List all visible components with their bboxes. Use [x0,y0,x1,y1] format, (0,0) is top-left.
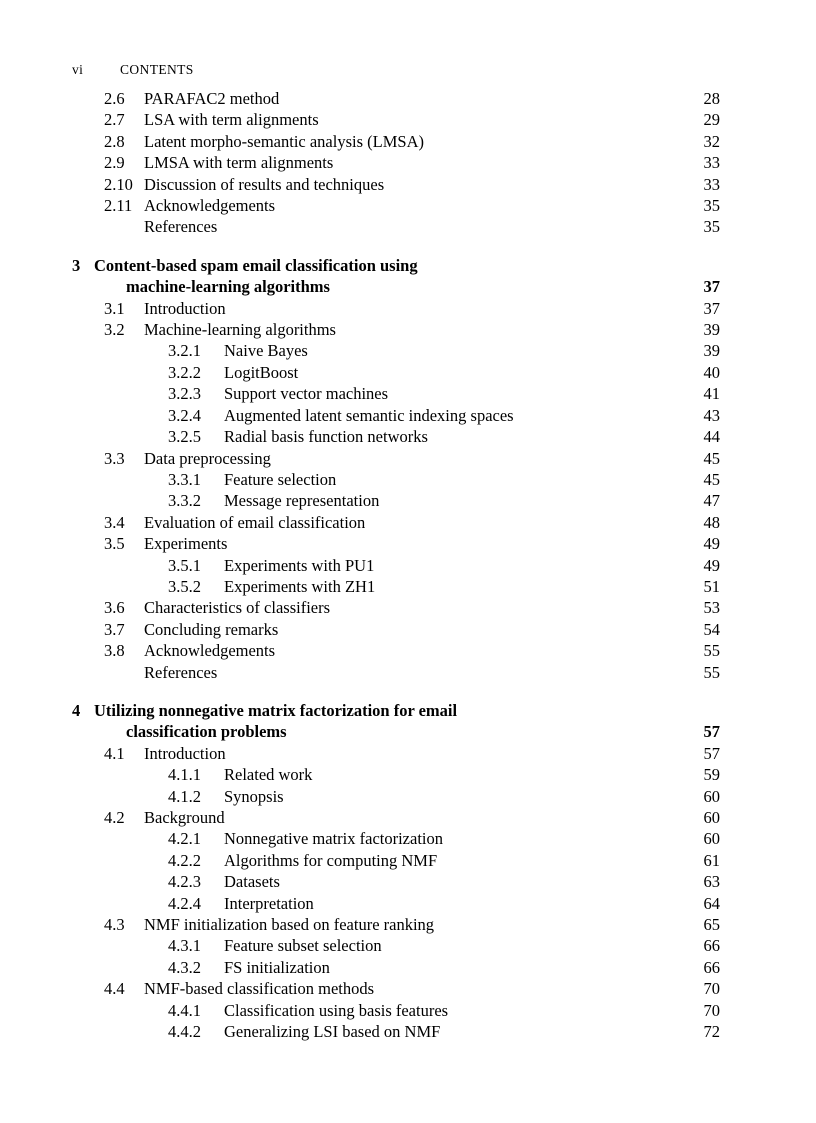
toc-entry[interactable] [72,426,720,447]
toc-entry-title: Message representation [224,491,380,511]
toc-entry-page: 44 [703,427,720,447]
toc-entry[interactable] [72,640,720,661]
toc-entry-title: Synopsis [224,786,284,806]
toc-entry-title: Support vector machines [224,384,389,404]
toc-entry-page: 72 [703,1022,720,1042]
toc-entry-title: Latent morpho-semantic analysis (LMSA) [144,131,424,151]
toc-entry-title: Acknowledgements [144,196,276,216]
toc-entry-number: 2.8 [104,131,125,151]
toc-entry-page: 63 [703,872,720,892]
toc-entry-number: 3.2.3 [168,384,201,404]
toc-entry[interactable] [72,662,720,683]
toc-entry-number: 4.3.2 [168,957,201,977]
toc-entry-title: Interpretation [224,893,314,913]
toc-entry-page: 41 [703,384,720,404]
toc-entry[interactable] [72,828,720,849]
toc-entry-number: 3.3.1 [168,469,201,489]
toc-entry-title: Classification using basis features [224,1000,449,1020]
toc-entry-number: 4.2.1 [168,829,201,849]
toc-entry-title: Data preprocessing [144,448,271,468]
toc-entry-title: LMSA with term alignments [144,153,334,173]
toc-entry-page: 35 [703,196,720,216]
toc-entry-number: 2.9 [104,153,125,173]
toc-entry-number: 4.1.1 [168,765,201,785]
toc-entry-title: Discussion of results and techniques [144,174,385,194]
toc-entry-number: 3.2.2 [168,362,201,382]
toc-entry[interactable] [72,216,720,237]
toc-entry-page: 53 [703,598,720,618]
toc-entry-title: Content-based spam email classification using [94,255,418,275]
toc-entry-title: Radial basis function networks [224,427,428,447]
toc-entry-title: NMF initialization based on feature ranking [144,915,435,935]
toc-entry-page: 37 [703,277,720,297]
toc-entry-number: 4.2.2 [168,850,201,870]
toc-entry-number: 4.2 [104,808,125,827]
toc-entry[interactable] [72,276,720,297]
toc-entry-title: Feature subset selection [224,936,382,956]
toc-entry[interactable] [72,935,720,956]
toc-entry[interactable] [72,512,720,533]
toc-entry[interactable] [72,619,720,640]
toc-entry-page: 32 [703,131,720,151]
toc-entry-page: 66 [703,957,720,977]
toc-entry-title: Feature selection [224,469,337,489]
toc-entry[interactable] [72,764,720,785]
toc-entry-page: 51 [703,576,720,596]
toc-entry-title: Machine-learning algorithms [144,320,336,340]
running-head-title: CONTENTS [120,62,194,77]
toc-entry-number: 4.3 [104,915,125,935]
toc-entry[interactable] [72,88,720,109]
toc-entry-title: machine-learning algorithms [126,277,330,297]
toc-entry-title: Acknowledgements [144,641,276,661]
toc-entry[interactable] [72,362,720,383]
toc-entry[interactable] [72,555,720,576]
table-of-contents [72,88,720,1042]
toc-entry-page: 45 [703,469,720,489]
toc-entry-page: 28 [703,89,720,108]
toc-entry-number: 3.2 [104,320,125,340]
toc-entry-page: 45 [703,448,720,468]
folio-number: vi [72,62,84,77]
toc-entry-number: 3.2.5 [168,427,201,447]
toc-entry-title: PARAFAC2 method [144,89,280,108]
toc-entry-title: Experiments with ZH1 [224,576,376,596]
toc-entry[interactable] [72,743,720,764]
toc-entry-number: 3.2.1 [168,341,201,361]
toc-entry[interactable] [72,807,720,828]
toc-entry-title: Augmented latent semantic indexing spaces [224,405,514,425]
toc-entry-page: 49 [703,555,720,575]
toc-entry[interactable] [72,174,720,195]
toc-entry-page: 55 [703,641,720,661]
toc-entry-number: 2.10 [104,174,133,194]
toc-entry[interactable] [72,298,720,319]
toc-entry-number: 4.4.1 [168,1000,201,1020]
toc-entry-number: 3 [72,255,81,275]
toc-entry-number: 2.11 [104,196,133,216]
toc-entry-title: Introduction [144,298,226,318]
toc-entry-title: Datasets [224,872,280,892]
toc-entry-number: 3.3.2 [168,491,201,511]
toc-entry-number: 3.6 [104,598,125,618]
toc-entry[interactable] [72,978,720,999]
running-header [72,62,744,78]
toc-entry-page: 57 [703,743,720,763]
toc-entry-title: Experiments [144,534,228,554]
toc-entry-title: Background [144,808,225,827]
toc-entry-page: 33 [703,174,720,194]
toc-entry[interactable] [72,319,720,340]
toc-entry-page: 55 [703,662,720,682]
toc-entry[interactable] [72,383,720,404]
toc-entry-page: 48 [703,512,720,532]
toc-entry-title: Concluding remarks [144,619,279,639]
toc-entry-title: Nonnegative matrix factorization [224,829,443,849]
toc-entry-page: 59 [703,765,720,785]
toc-entry-page: 66 [703,936,720,956]
toc-entry-page: 39 [703,341,720,361]
toc-entry-number: 3.3 [104,448,125,468]
toc-entry-number: 2.6 [104,89,125,108]
toc-entry[interactable] [72,195,720,216]
toc-entry-title: Utilizing nonnegative matrix factorization for email [94,700,458,720]
toc-entry-title: FS initialization [224,957,330,977]
toc-entry[interactable] [72,1021,720,1042]
toc-entry-title: References [144,217,218,237]
toc-entry-page: 60 [703,808,720,827]
toc-entry-number: 3.5 [104,534,125,554]
toc-entry[interactable] [72,533,720,554]
toc-entry-title: Characteristics of classifiers [144,598,331,618]
toc-entry[interactable] [72,448,720,469]
toc-entry-page: 70 [703,1000,720,1020]
toc-entry-page: 33 [703,153,720,173]
toc-entry-number: 4.1.2 [168,786,201,806]
toc-entry[interactable] [72,131,720,152]
toc-entry[interactable] [72,700,720,721]
toc-entry[interactable] [72,152,720,173]
toc-entry-number: 3.1 [104,298,125,318]
toc-entry-title: Naive Bayes [224,341,308,361]
toc-entry[interactable] [72,490,720,511]
toc-entry[interactable] [72,893,720,914]
toc-entry-title: Experiments with PU1 [224,555,375,575]
toc-entry-title: Evaluation of email classification [144,512,366,532]
toc-entry-page: 49 [703,534,720,554]
toc-entry[interactable] [72,255,720,276]
toc-entry[interactable] [72,914,720,935]
toc-entry-title: NMF-based classification methods [144,979,375,999]
toc-entry-page: 43 [703,405,720,425]
toc-entry-number: 4.2.3 [168,872,201,892]
toc-entry-page: 57 [703,722,720,742]
toc-entry-title: LogitBoost [224,362,299,382]
toc-entry-page: 54 [703,619,720,639]
toc-entry-number: 3.4 [104,512,125,532]
toc-entry-number: 4 [72,700,81,720]
toc-entry-title: Generalizing LSI based on NMF [224,1022,441,1042]
toc-entry[interactable] [72,786,720,807]
toc-entry-title: Algorithms for computing NMF [224,850,438,870]
toc-entry-number: 3.2.4 [168,405,201,425]
toc-entry-page: 70 [703,979,720,999]
toc-entry-number: 2.7 [104,110,125,130]
toc-entry-page: 65 [703,915,720,935]
toc-entry-number: 3.5.2 [168,576,201,596]
toc-entry[interactable] [72,597,720,618]
toc-entry[interactable] [72,109,720,130]
toc-entry-page: 39 [703,320,720,340]
toc-entry[interactable] [72,340,720,361]
toc-entry-page: 47 [703,491,720,511]
toc-entry-number: 3.7 [104,619,125,639]
toc-entry[interactable] [72,576,720,597]
toc-entry[interactable] [72,469,720,490]
toc-entry-page: 37 [703,298,720,318]
toc-entry-title: Introduction [144,743,226,763]
toc-entry-number: 4.4.2 [168,1022,201,1042]
toc-entry-page: 60 [703,829,720,849]
toc-entry-page: 40 [703,362,720,382]
toc-entry[interactable] [72,850,720,871]
toc-entry[interactable] [72,405,720,426]
toc-entry-title: Related work [224,765,313,785]
toc-entry[interactable] [72,957,720,978]
toc-entry-page: 29 [703,110,720,130]
toc-entry-title: References [144,662,218,682]
toc-entry-number: 3.8 [104,641,125,661]
toc-entry[interactable] [72,871,720,892]
toc-entry[interactable] [72,1000,720,1021]
toc-entry-number: 4.2.4 [168,893,201,913]
toc-entry-page: 64 [703,893,720,913]
toc-entry-number: 4.1 [104,743,125,763]
toc-entry-title: classification problems [126,722,287,742]
toc-entry-number: 4.3.1 [168,936,201,956]
toc-entry-number: 4.4 [104,979,125,999]
toc-entry-page: 60 [703,786,720,806]
toc-entry-title: LSA with term alignments [144,110,319,130]
toc-entry-number: 3.5.1 [168,555,201,575]
toc-entry[interactable] [72,721,720,742]
toc-entry-page: 35 [703,217,720,237]
toc-entry-page: 61 [703,850,720,870]
